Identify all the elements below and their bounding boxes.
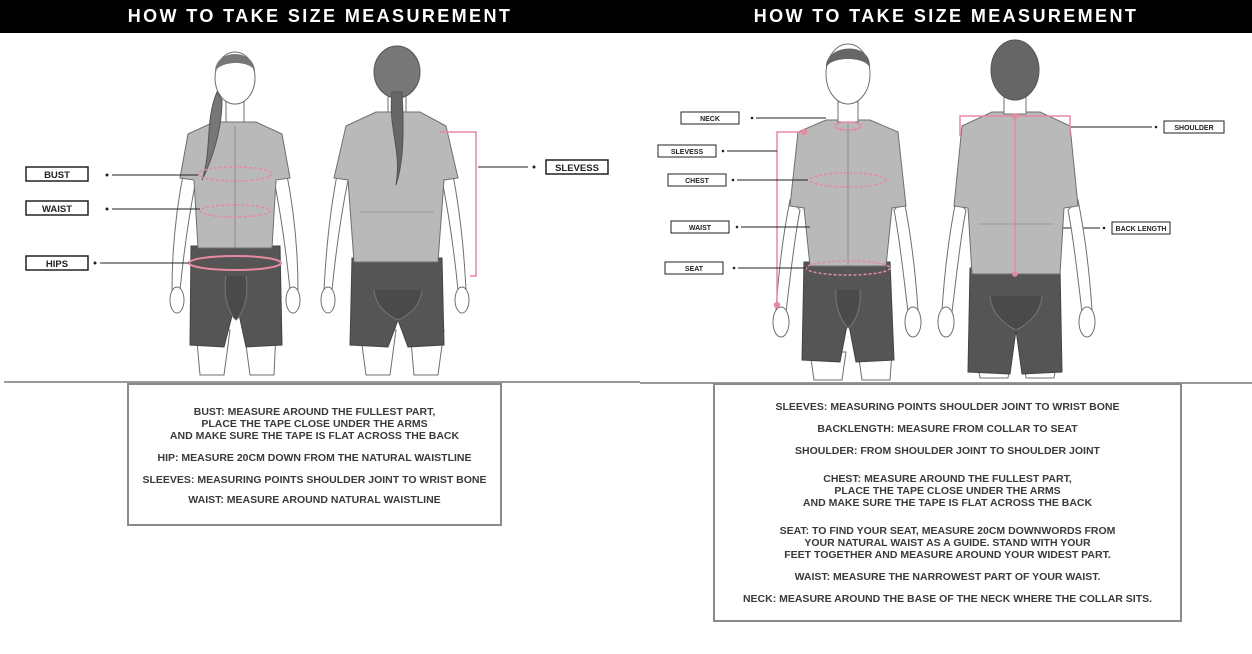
hips-dot bbox=[94, 262, 97, 265]
female-instructions-box bbox=[127, 383, 502, 526]
male-waist-label: WAIST bbox=[688, 225, 712, 232]
male-sleeves-instruction: SLEEVES: MEASURING POINTS SHOULDER JOINT TO WRIST BONE bbox=[775, 401, 1120, 413]
female-hip-instruction: HIP: MEASURE 20CM DOWN FROM THE NATURAL WAISTLINE bbox=[157, 452, 472, 464]
male-sleeves-dot bbox=[722, 150, 725, 153]
male-instructions-box bbox=[713, 383, 1182, 622]
header-left-title: HOW TO TAKE SIZE MEASUREMENT bbox=[127, 6, 513, 26]
male-front-figure bbox=[773, 44, 921, 380]
bust-dot bbox=[106, 174, 109, 177]
chest-dot bbox=[732, 179, 735, 182]
waist-label: WAIST bbox=[41, 204, 73, 215]
sleeves-dot bbox=[533, 166, 536, 169]
sleeves-label: SLEVESS bbox=[555, 163, 599, 174]
shoulder-label: SHOULDER bbox=[1174, 125, 1214, 132]
back-length-dot bbox=[1103, 227, 1106, 230]
neck-dot bbox=[751, 117, 754, 120]
female-bust-instruction: BUST: MEASURE AROUND THE FULLEST PART, PLACE THE TAPE CLOSE UNDER THE ARMS AND MAKE SURE THE TAPE IS FLAT ACROSS THE BACK bbox=[169, 406, 460, 442]
waist-dot bbox=[106, 208, 109, 211]
male-sleeves-label: SLEVESS bbox=[670, 149, 704, 156]
male-waist-dot bbox=[736, 226, 739, 229]
male-shoulder-instruction: SHOULDER: FROM SHOULDER JOINT TO SHOULDER JOINT bbox=[795, 445, 1100, 457]
header-right-title: HOW TO TAKE SIZE MEASUREMENT bbox=[753, 6, 1139, 26]
chest-label: CHEST bbox=[685, 178, 709, 185]
male-back-figure bbox=[938, 40, 1095, 378]
seat-dot bbox=[733, 267, 736, 270]
neck-label: NECK bbox=[700, 116, 720, 123]
back-length-label: BACK LENGTH bbox=[1115, 226, 1167, 233]
hips-label: HIPS bbox=[45, 259, 69, 270]
male-backlength-instruction: BACKLENGTH: MEASURE FROM COLLAR TO SEAT bbox=[817, 423, 1078, 435]
female-front-figure bbox=[170, 52, 300, 375]
bust-label: BUST bbox=[44, 170, 70, 181]
seat-label: SEAT bbox=[684, 266, 704, 273]
female-waist-instruction: WAIST: MEASURE AROUND NATURAL WAISTLINE bbox=[188, 494, 441, 506]
male-neck-instruction: NECK: MEASURE AROUND THE BASE OF THE NECK WHERE THE COLLAR SITS. bbox=[742, 593, 1153, 605]
female-sleeves-instruction: SLEEVES: MEASURING POINTS SHOULDER JOINT TO WRIST BONE bbox=[142, 474, 487, 486]
male-chest-instruction: CHEST: MEASURE AROUND THE FULLEST PART, PLACE THE TAPE CLOSE UNDER THE ARMS AND MAKE SURE THE TAPE IS FLAT ACROSS THE BACK bbox=[802, 473, 1093, 509]
male-waist-instruction: WAIST: MEASURE THE NARROWEST PART OF YOUR WAIST. bbox=[794, 571, 1101, 583]
male-seat-instruction: SEAT: TO FIND YOUR SEAT, MEASURE 20CM DOWNWORDS FROM YOUR NATURAL WAIST AS A GUIDE. STAND WITH YOUR FEET TOGETHER AND MEASURE AROUND YOUR WIDEST PART. bbox=[779, 525, 1116, 561]
shoulder-dot bbox=[1155, 126, 1158, 129]
female-back-figure bbox=[321, 46, 469, 375]
